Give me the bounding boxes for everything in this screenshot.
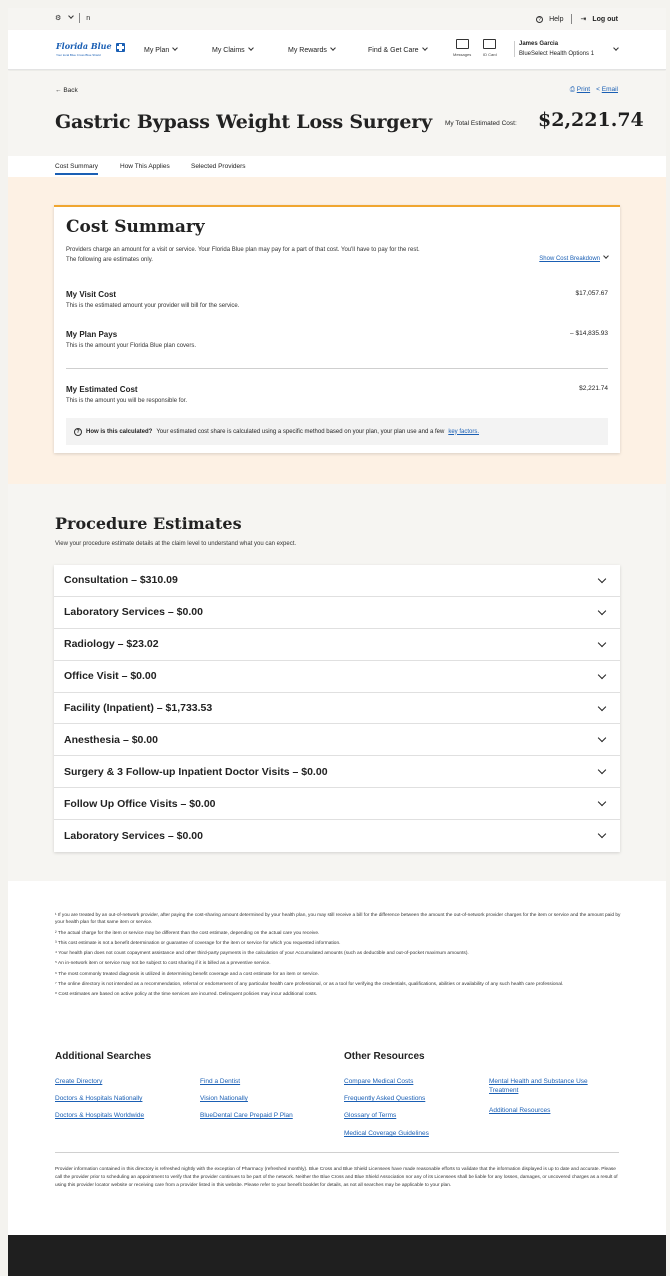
link-doctors-nationally[interactable]: Doctors & Hospitals Nationally — [55, 1095, 143, 1102]
page-header — [8, 71, 666, 156]
footnote: ² The actual charge for the item or service may be different than the cost estimate, depending on the actual care you receive. — [55, 930, 320, 936]
user-menu[interactable] — [514, 41, 594, 57]
main-nav — [8, 30, 666, 70]
chevron-down-icon — [598, 830, 606, 838]
question-icon: ? — [74, 428, 82, 436]
id-card-label: ID Card — [483, 52, 497, 57]
id-card-button[interactable] — [483, 39, 497, 57]
link-bluedental[interactable]: BlueDental Care Prepaid P Plan — [200, 1112, 293, 1119]
visit-cost-label: My Visit Cost — [66, 290, 117, 299]
procedure-item-office-visit[interactable] — [54, 661, 620, 693]
procedure-item-anesthesia[interactable] — [54, 724, 620, 756]
logo-text: Florida Blue — [56, 41, 112, 51]
procedure-estimates-title: Procedure Estimates — [55, 514, 242, 533]
calculation-text: Your estimated cost share is calculated using a specific method based on your plan, your plan use and a few — [156, 428, 445, 435]
footnote: ⁸ Cost estimates are based on active policy at the time services are incurred. Delinquent policies may incur additional costs. — [55, 992, 318, 998]
other-resources-title: Other Resources — [344, 1051, 425, 1062]
procedure-item-laboratory-2[interactable] — [54, 820, 620, 852]
print-link[interactable] — [570, 86, 590, 94]
tab-bar — [8, 156, 666, 177]
tab-cost-summary[interactable]: Cost Summary — [55, 163, 98, 175]
footnotes — [55, 912, 621, 1002]
nav-label: My Claims — [212, 47, 245, 54]
footer — [8, 881, 666, 1235]
nav-label: My Rewards — [288, 47, 327, 54]
plan-pays-label: My Plan Pays — [66, 330, 118, 339]
footnote: ⁶ The most commonly treated diagnosis is utilized in determining benefit coverage and a cost estimate for an item or service. — [55, 971, 319, 977]
printer-icon: ⎙ — [569, 86, 575, 93]
chevron-down-icon[interactable] — [613, 45, 619, 51]
chevron-down-icon — [598, 798, 606, 806]
procedure-item-facility[interactable] — [54, 693, 620, 725]
link-compare-costs[interactable]: Compare Medical Costs — [344, 1078, 414, 1085]
procedure-label: Radiology – $23.02 — [64, 638, 159, 651]
chevron-down-icon — [330, 45, 336, 51]
nav-my-rewards[interactable] — [288, 47, 335, 54]
estimated-cost-amount: $2,221.74 — [579, 385, 608, 392]
link-coverage-guidelines[interactable]: Medical Coverage Guidelines — [344, 1130, 429, 1137]
tab-selected-providers[interactable]: Selected Providers — [191, 163, 246, 170]
procedure-label: Follow Up Office Visits – $0.00 — [64, 797, 216, 810]
messages-label: Messages — [453, 52, 472, 57]
breakdown-label: Show Cost Breakdown — [539, 256, 600, 262]
user-plan: BlueSelect Health Options 1 — [519, 51, 595, 57]
divider — [571, 14, 572, 24]
footnote: ⁷ The online directory is not intended as a recommendation, referral or endorsement of any particular health care professional, or as a tool for verifying the credentials, qualifications, abilities or availability of any such health care professional. — [55, 982, 564, 988]
chevron-down-icon — [248, 45, 254, 51]
nav-find-get-care[interactable] — [368, 47, 427, 54]
link-find-dentist[interactable]: Find a Dentist — [200, 1078, 241, 1085]
footnote: ⁵ An in-network item or service may not be subject to cost sharing if it is billed as a preventive service. — [55, 961, 271, 967]
page-frame — [8, 8, 666, 1276]
estimated-cost-row — [66, 385, 608, 404]
tab-how-this-applies[interactable]: How This Applies — [120, 163, 170, 170]
procedure-label: Laboratory Services – $0.00 — [64, 606, 203, 619]
page-title: Gastric Bypass Weight Loss Surgery — [55, 111, 432, 133]
chevron-down-icon — [172, 45, 178, 51]
link-additional-resources[interactable]: Additional Resources — [489, 1107, 551, 1114]
visit-cost-row — [66, 290, 608, 309]
email-link[interactable] — [596, 86, 618, 94]
nav-label: Find & Get Care — [368, 47, 419, 54]
chevron-down-icon — [68, 13, 74, 19]
chevron-down-icon — [598, 607, 606, 615]
help-icon: ? — [536, 16, 543, 23]
cost-summary-card — [54, 205, 620, 453]
link-vision-nationally[interactable]: Vision Nationally — [200, 1095, 248, 1102]
chevron-down-icon — [598, 575, 606, 583]
procedure-item-follow-up[interactable] — [54, 788, 620, 820]
procedure-item-surgery[interactable] — [54, 756, 620, 788]
provider-disclaimer: Provider information contained in this directory is refreshed nightly with the exception of Pharmacy (refreshed monthly). Blue Cross and Blue Shield Licensees have made reasonable efforts to validate that the information displayed is up to date and accurate. Please call the provider prior to scheduling an appointment to verify that the provider continues to be part of the network. Neither the Blue Cross and Blue Shield Association nor any of its Licensees shall be liable for any losses, damages, or uncovered charges as a result of using this provider locator website or receiving care from a provider listed in this website. Please refer to your benefit booklet for details, as not all searches may be applicable to your plan. — [55, 1167, 618, 1189]
link-doctors-worldwide[interactable]: Doctors & Hospitals Worldwide — [55, 1112, 145, 1119]
plan-pays-amount: – $14,835.93 — [570, 330, 608, 337]
language-selector[interactable] — [55, 13, 90, 23]
divider — [55, 1152, 619, 1153]
blue-cross-icon — [116, 43, 125, 52]
link-create-directory[interactable]: Create Directory — [55, 1078, 103, 1085]
footnote: ⁴ Your health plan does not count copayment assistance and other third-party payments in the calculation of your Accumulated amounts (such as deductible and out-of-pocket maximum amounts). — [55, 951, 469, 957]
chevron-down-icon — [598, 734, 606, 742]
footnote: ³ This cost estimate is not a benefit determination or guarantee of coverage for the item or service for which you requested information. — [55, 940, 341, 946]
procedure-item-laboratory[interactable] — [54, 597, 620, 629]
description-line: Providers charge an amount for a visit or service. Your Florida Blue plan may pay for a part of that cost. You'll have to pay for the rest. — [66, 247, 420, 253]
chevron-down-icon — [598, 766, 606, 774]
estimated-cost-description: This is the amount you will be responsible for. — [66, 398, 188, 404]
florida-blue-logo[interactable] — [56, 41, 134, 59]
chevron-down-icon — [603, 253, 609, 259]
show-cost-breakdown-link[interactable] — [539, 256, 608, 262]
chevron-down-icon — [598, 702, 606, 710]
procedure-item-consultation[interactable] — [54, 565, 620, 597]
arrow-left-icon: ← — [55, 87, 62, 94]
language-label: n — [86, 14, 91, 22]
utility-bar — [8, 8, 666, 30]
procedure-label: Surgery & 3 Follow-up Inpatient Doctor Visits – $0.00 — [64, 765, 328, 778]
nav-label: My Plan — [144, 47, 170, 54]
total-cost-amount: $2,221.74 — [538, 109, 644, 131]
chevron-down-icon — [598, 639, 606, 647]
print-label: Print — [576, 86, 591, 93]
share-icon: < — [596, 86, 600, 93]
logout-icon: ⇥ — [580, 16, 587, 23]
procedure-estimates-description: View your procedure estimate details at the claim level to understand what you can expect. — [55, 541, 297, 547]
cost-summary-description — [66, 245, 526, 265]
visit-cost-description: This is the estimated amount your provider will bill for the service. — [66, 303, 240, 309]
id-card-icon — [483, 39, 496, 49]
key-factors-link[interactable]: key factors. — [448, 428, 479, 435]
calculation-question: How is this calculated? — [86, 428, 153, 435]
plan-pays-row — [66, 330, 608, 349]
messages-button[interactable] — [453, 39, 471, 57]
visit-cost-amount: $17,057.67 — [575, 290, 608, 297]
help-link[interactable]: Help — [549, 15, 564, 23]
chevron-down-icon — [422, 45, 428, 51]
procedure-label: Anesthesia – $0.00 — [64, 733, 158, 746]
user-name: James Garcia — [519, 41, 559, 47]
back-link[interactable] — [55, 87, 78, 94]
logout-link[interactable]: Log out — [592, 15, 618, 23]
nav-my-plan[interactable] — [144, 47, 177, 54]
cost-summary-section — [8, 177, 666, 484]
gear-icon: ⚙ — [55, 15, 62, 22]
cost-summary-title: Cost Summary — [66, 217, 205, 237]
logo-tagline: Your local Blue Cross Blue Shield — [56, 52, 101, 57]
nav-my-claims[interactable] — [212, 47, 253, 54]
procedure-label: Facility (Inpatient) – $1,733.53 — [64, 702, 213, 714]
email-label: Email — [601, 86, 618, 93]
footnote: ¹ If you are treated by an out-of-network provider, after paying the cost-sharing amount determined by your health plan, you may still receive a bill for the difference between the amount the out-of-network provider charges for the item or service and the amount paid by your health plan for that same item or service. — [55, 913, 621, 926]
total-cost-label: My Total Estimated Cost: — [445, 120, 517, 127]
procedure-label: Laboratory Services – $0.00 — [64, 830, 203, 843]
bottom-bar — [8, 1235, 666, 1276]
procedure-item-radiology[interactable] — [54, 629, 620, 661]
description-line: The following are estimates only. — [66, 257, 153, 263]
additional-searches-title: Additional Searches — [55, 1051, 152, 1062]
procedure-accordion — [54, 565, 620, 852]
back-label: Back — [63, 87, 78, 94]
chevron-down-icon — [598, 670, 606, 678]
envelope-icon — [456, 39, 469, 49]
calculation-info-box — [66, 418, 608, 445]
procedure-label: Office Visit – $0.00 — [64, 670, 157, 683]
divider — [79, 13, 80, 23]
link-glossary[interactable]: Glossary of Terms — [344, 1112, 397, 1119]
procedure-label: Consultation – $310.09 — [64, 574, 178, 587]
link-faq[interactable]: Frequently Asked Questions — [344, 1095, 426, 1102]
link-mental-health[interactable]: Mental Health and Substance Use Treatment — [489, 1078, 588, 1094]
divider — [66, 368, 608, 369]
estimated-cost-label: My Estimated Cost — [66, 385, 138, 394]
plan-pays-description: This is the amount your Florida Blue plan covers. — [66, 343, 197, 349]
